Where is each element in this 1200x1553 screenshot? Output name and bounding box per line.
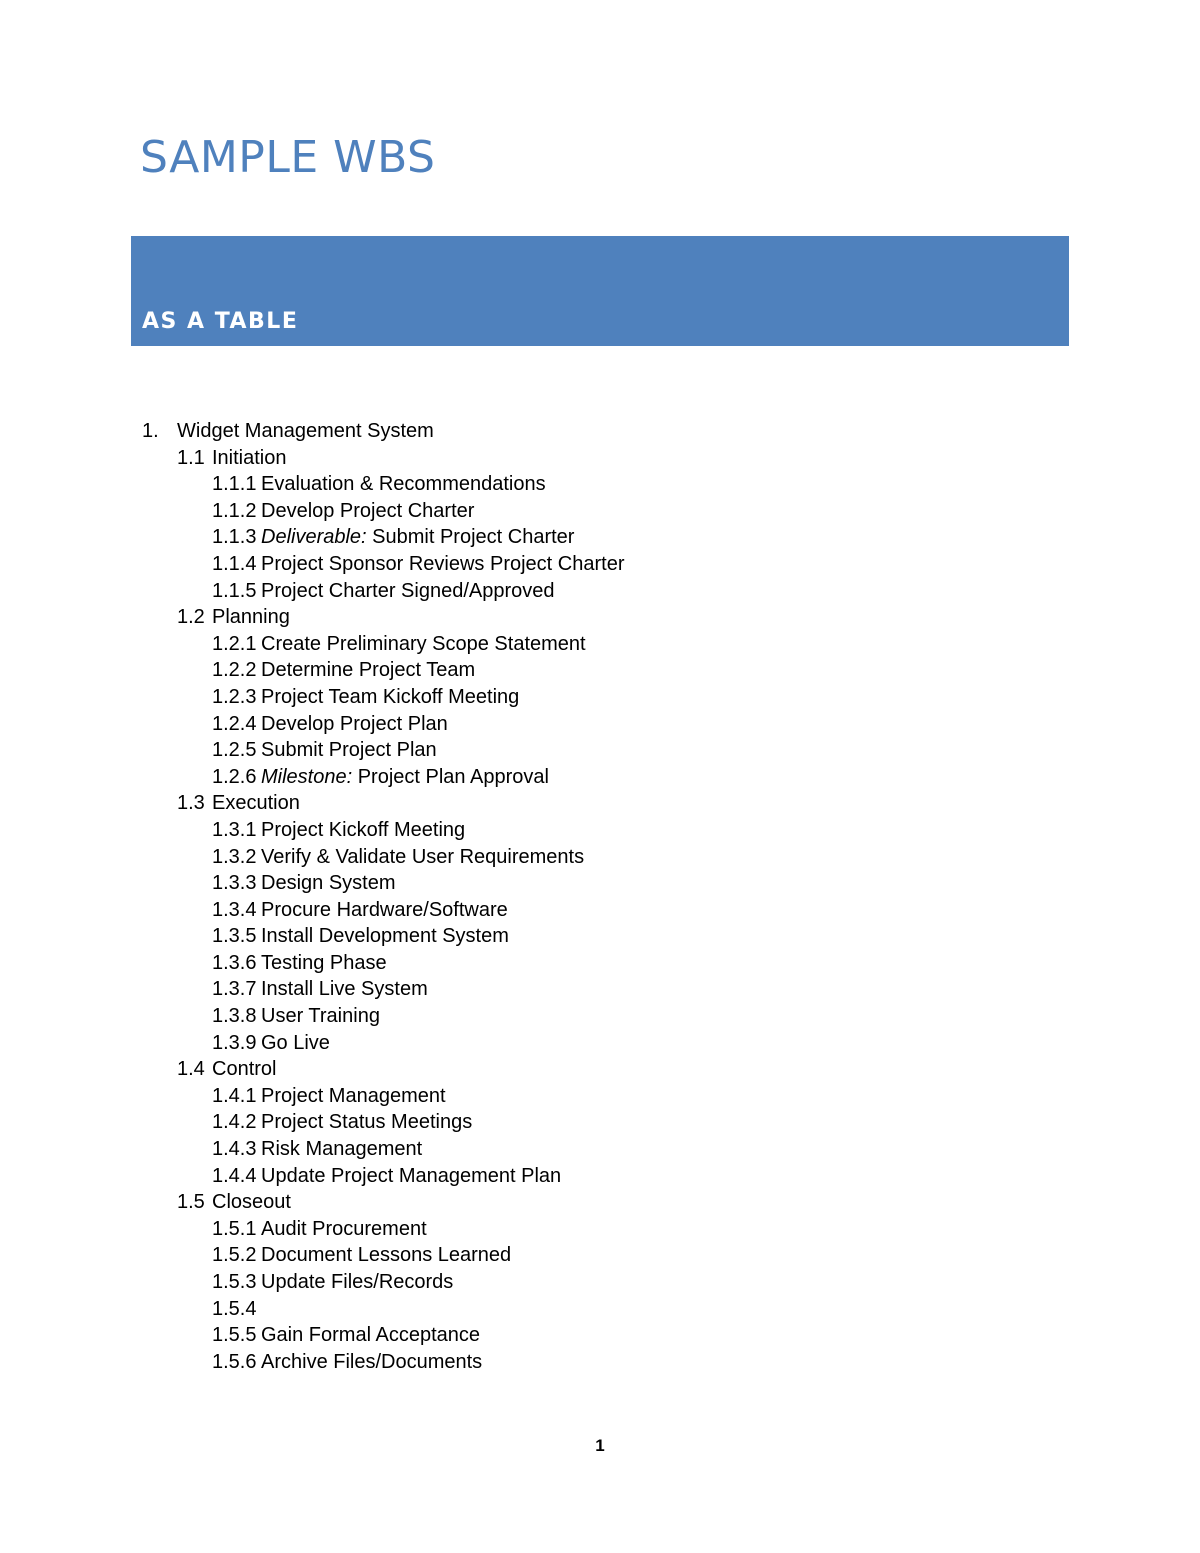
wbs-item-label: Project Team Kickoff Meeting [261,685,520,708]
wbs-item-label: Go Live [261,1031,330,1054]
wbs-item-number: 1.1.5 [212,579,257,602]
wbs-item-number: 1.5.6 [212,1350,257,1373]
wbs-item-label: Create Preliminary Scope Statement [261,632,586,655]
wbs-item-number: 1.5.3 [212,1271,257,1293]
wbs-item-number: 1.1.2 [212,499,257,522]
wbs-item-level-2 [0,764,1200,791]
wbs-item-number: 1.2 [177,606,205,629]
wbs-item-number: 1.4.2 [212,1111,257,1134]
wbs-item-number: 1.2.3 [212,685,257,708]
wbs-item-level-2 [0,923,1200,950]
wbs-item-level-2 [0,684,1200,711]
wbs-item-text: Project Plan Approval [352,765,549,788]
wbs-item-label: User Training [261,1005,380,1028]
wbs-item-number: 1.2.5 [212,739,257,762]
wbs-item-label: Update Files/Records [261,1271,454,1293]
wbs-item-label: Project Kickoff Meeting [261,818,466,841]
wbs-item-level-2 [0,471,1200,498]
wbs-item-level-2 [0,870,1200,897]
wbs-item-label: Develop Project Plan [261,712,448,735]
wbs-item-label: Design System [261,872,396,895]
wbs-item-number: 1.3.1 [212,818,257,841]
wbs-item-label: Determine Project Team [261,659,476,682]
wbs-item-number: 1.3.7 [212,978,257,1001]
wbs-item-label: Submit Project Plan [261,739,437,762]
wbs-item-level-1 [0,790,1200,817]
wbs-item-number: 1.3.6 [212,951,257,974]
wbs-item-level-1 [0,604,1200,631]
wbs-item-label [261,524,574,551]
wbs-item-level-1 [0,1056,1200,1083]
wbs-item-level-2 [0,1242,1200,1269]
wbs-item-number: 1.3 [177,792,205,815]
wbs-item-level-2 [0,737,1200,764]
wbs-item-label: Evaluation & Recommendations [261,473,546,496]
wbs-item-level-2 [0,844,1200,871]
wbs-item-label: Archive Files/Documents [261,1350,483,1373]
wbs-item-level-2 [0,1136,1200,1163]
wbs-item-label: Planning [212,606,290,629]
wbs-item-number: 1.1 [177,446,205,469]
wbs-list [0,418,1200,1375]
wbs-item-number: 1.4.1 [212,1084,257,1107]
wbs-item-number: 1.3.9 [212,1031,257,1054]
wbs-item-number: 1.3.8 [212,1005,257,1028]
wbs-item-level-2 [0,976,1200,1003]
wbs-item-label: Document Lessons Learned [261,1244,512,1267]
wbs-item-label [261,764,549,791]
wbs-item-level-1 [0,445,1200,472]
wbs-item-label: Project Sponsor Reviews Project Charter [261,552,625,575]
wbs-item-number: 1.2.4 [212,712,257,735]
wbs-item-level-2 [0,1296,1200,1323]
wbs-item-number: 1.3.5 [212,925,257,948]
wbs-item-number: 1.5 [177,1191,205,1214]
wbs-item-label: Procure Hardware/Software [261,898,508,921]
section-banner [131,236,1069,346]
wbs-item-label: Project Status Meetings [261,1111,473,1134]
wbs-item-label: Install Live System [261,978,428,1001]
wbs-item-level-1 [0,1189,1200,1216]
wbs-item-level-2 [0,1163,1200,1190]
wbs-item-label: Testing Phase [261,951,387,974]
wbs-item-level-2 [0,657,1200,684]
wbs-item-label: Risk Management [261,1138,423,1161]
section-heading: AS A TABLE [142,309,299,334]
wbs-item-label: Gain Formal Acceptance [261,1324,480,1347]
wbs-item-type-label: Milestone: [261,765,353,788]
wbs-item-type-label: Deliverable: [261,526,367,549]
wbs-item-level-2 [0,817,1200,844]
wbs-item-level-2 [0,1349,1200,1376]
wbs-item-level-2 [0,1083,1200,1110]
wbs-item-number: 1.3.2 [212,845,257,868]
wbs-item-number: 1. [142,420,159,442]
wbs-item-level-2 [0,631,1200,658]
wbs-item-number: 1.4.4 [212,1164,257,1187]
wbs-item-number: 1.1.4 [212,552,257,575]
wbs-item-number: 1.2.1 [212,632,257,655]
wbs-item-level-2 [0,1109,1200,1136]
wbs-item-number: 1.5.4 [212,1297,257,1320]
wbs-item-number: 1.2.2 [212,659,257,682]
wbs-item-level-2 [0,950,1200,977]
wbs-item-number: 1.1.1 [212,473,257,496]
wbs-item-level-2 [0,1030,1200,1057]
wbs-item-level-2 [0,551,1200,578]
wbs-item-number: 1.3.4 [212,898,257,921]
wbs-item-level-0 [0,418,1200,445]
wbs-item-number: 1.5.1 [212,1217,257,1240]
wbs-item-label: Verify & Validate User Requirements [261,845,585,868]
wbs-item-number: 1.1.3 [212,526,257,549]
wbs-item-label: Execution [212,792,300,815]
wbs-item-label: Project Charter Signed/Approved [261,579,555,602]
wbs-item-label: Project Management [261,1084,446,1107]
wbs-item-text: Submit Project Charter [366,526,575,549]
wbs-item-label: Audit Procurement [261,1217,427,1240]
wbs-item-number: 1.5.2 [212,1244,257,1267]
wbs-item-level-2 [0,1269,1200,1296]
wbs-item-level-2 [0,1216,1200,1243]
wbs-item-label: Update Project Management Plan [261,1164,562,1187]
page-number: 1 [595,1436,605,1455]
wbs-item-level-2 [0,524,1200,551]
wbs-item-level-2 [0,711,1200,738]
page-title: SAMPLE WBS [140,132,436,183]
wbs-item-number: 1.4 [177,1058,205,1081]
wbs-item-label: Initiation [212,446,287,469]
wbs-item-number: 1.2.6 [212,765,257,788]
wbs-item-label: Control [212,1058,277,1081]
wbs-item-label: Develop Project Charter [261,499,475,522]
wbs-item-level-2 [0,1003,1200,1030]
wbs-item-level-2 [0,897,1200,924]
wbs-item-level-2 [0,498,1200,525]
wbs-item-label: Closeout [212,1191,291,1214]
wbs-item-number: 1.4.3 [212,1138,257,1161]
wbs-item-label: Widget Management System [177,420,434,442]
wbs-item-number: 1.3.3 [212,872,257,895]
wbs-item-label: Install Development System [261,925,509,948]
wbs-item-level-2 [0,1322,1200,1349]
wbs-item-level-2 [0,578,1200,605]
wbs-item-number: 1.5.5 [212,1324,257,1347]
